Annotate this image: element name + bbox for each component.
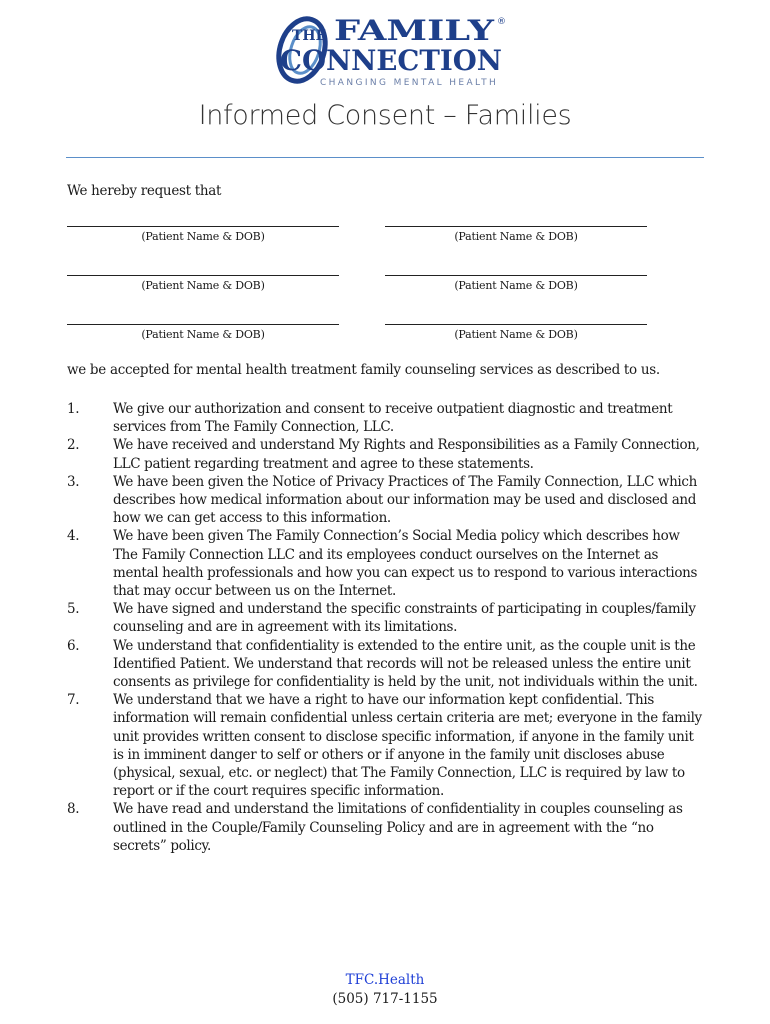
logo-tagline: CHANGING MENTAL HEALTH bbox=[320, 78, 498, 88]
item-number: 7. bbox=[67, 692, 80, 709]
item-text: We have been given the Notice of Privacy Practices of The Family Connection, LLC which describes how medical information about our information may be used and disclosed and how we can get access to this information. bbox=[113, 473, 697, 527]
item-number: 3. bbox=[67, 473, 80, 490]
signature-caption: (Patient Name & DOB) bbox=[454, 230, 578, 243]
list-item bbox=[67, 400, 707, 436]
signature-field[interactable] bbox=[385, 310, 647, 341]
logo-family: FAMILY bbox=[334, 14, 496, 47]
list-item bbox=[67, 637, 707, 692]
page-title: Informed Consent – Families bbox=[198, 100, 572, 131]
signature-field[interactable] bbox=[67, 212, 339, 243]
item-number: 6. bbox=[67, 637, 80, 654]
list-item bbox=[67, 527, 707, 600]
signature-row-2 bbox=[67, 261, 707, 297]
signature-line[interactable] bbox=[385, 212, 647, 227]
list-item bbox=[67, 691, 707, 800]
signature-line[interactable] bbox=[385, 261, 647, 276]
title-divider bbox=[66, 157, 704, 158]
item-number: 8. bbox=[67, 801, 80, 818]
item-text: We understand that confidentiality is extended to the entire unit, as the couple unit is the Identified Patient. We understand that records will not be released unless the entire unit consents as privilege for confidentiality is held by the unit, not individuals within the unit. bbox=[113, 637, 698, 691]
item-text: We have signed and understand the specific constraints of participating in couples/family counseling and are in agreement with its limitations. bbox=[113, 601, 696, 636]
intro-text: We hereby request that bbox=[67, 183, 222, 199]
family-connection-logo bbox=[272, 10, 512, 90]
signature-field[interactable] bbox=[385, 212, 647, 243]
acceptance-statement: we be accepted for mental health treatment family counseling services as described to us. bbox=[67, 362, 660, 378]
signature-line[interactable] bbox=[385, 310, 647, 325]
item-text: We have been given The Family Connection’s Social Media policy which describes how The Family Connection LLC and its employees conduct ourselves on the Internet as mental health professionals and how you can expect us to respond to various interactions that may occur between us on the Internet. bbox=[113, 528, 698, 600]
website-link[interactable]: TFC.Health bbox=[345, 972, 425, 988]
signature-caption: (Patient Name & DOB) bbox=[454, 328, 578, 341]
signature-field[interactable] bbox=[67, 261, 339, 292]
item-number: 1. bbox=[67, 401, 80, 417]
item-text: We give our authorization and consent to receive outpatient diagnostic and treatment services from The Family Connection, LLC. bbox=[113, 401, 673, 436]
signature-line[interactable] bbox=[67, 310, 339, 325]
phone-number: (505) 717-1155 bbox=[332, 991, 438, 1007]
signature-line[interactable] bbox=[67, 261, 339, 276]
list-item bbox=[67, 800, 707, 855]
signature-caption: (Patient Name & DOB) bbox=[454, 279, 578, 292]
list-item bbox=[67, 436, 707, 472]
item-number: 4. bbox=[67, 528, 80, 545]
signature-caption: (Patient Name & DOB) bbox=[141, 230, 265, 243]
logo-the: THE bbox=[292, 28, 327, 44]
signature-field[interactable] bbox=[385, 261, 647, 292]
signature-line[interactable] bbox=[67, 212, 339, 227]
item-text: We have read and understand the limitations of confidentiality in couples counseling as outlined in the Couple/Family Counseling Policy and are in agreement with the “no secrets” policy. bbox=[113, 801, 683, 854]
signature-caption: (Patient Name & DOB) bbox=[141, 279, 265, 292]
signature-row-3 bbox=[67, 310, 707, 346]
signature-field[interactable] bbox=[67, 310, 339, 341]
item-number: 5. bbox=[67, 601, 80, 618]
logo-registered: ® bbox=[497, 17, 506, 27]
item-text: We have received and understand My Rights and Responsibilities as a Family Connection, LLC patient regarding treatment and agree to these statements. bbox=[113, 437, 700, 472]
logo-connection: CONNECTION bbox=[280, 44, 502, 77]
list-item bbox=[67, 473, 707, 528]
list-item bbox=[67, 600, 707, 636]
signature-caption: (Patient Name & DOB) bbox=[141, 328, 265, 341]
item-text: We understand that we have a right to have our information kept confidential. This information will remain confidential unless certain criteria are met; everyone in the family unit provides written consent to disclose specific information, if anyone in the family unit is in imminent danger to self or others or if anyone in the family unit discloses abuse (physical, sexual, etc. or neglect) that The Family Connection, LLC is required by law to report or if the court requires specific information. bbox=[113, 692, 702, 800]
item-number: 2. bbox=[67, 437, 80, 454]
signature-row-1 bbox=[67, 212, 707, 248]
consent-list bbox=[67, 400, 707, 855]
